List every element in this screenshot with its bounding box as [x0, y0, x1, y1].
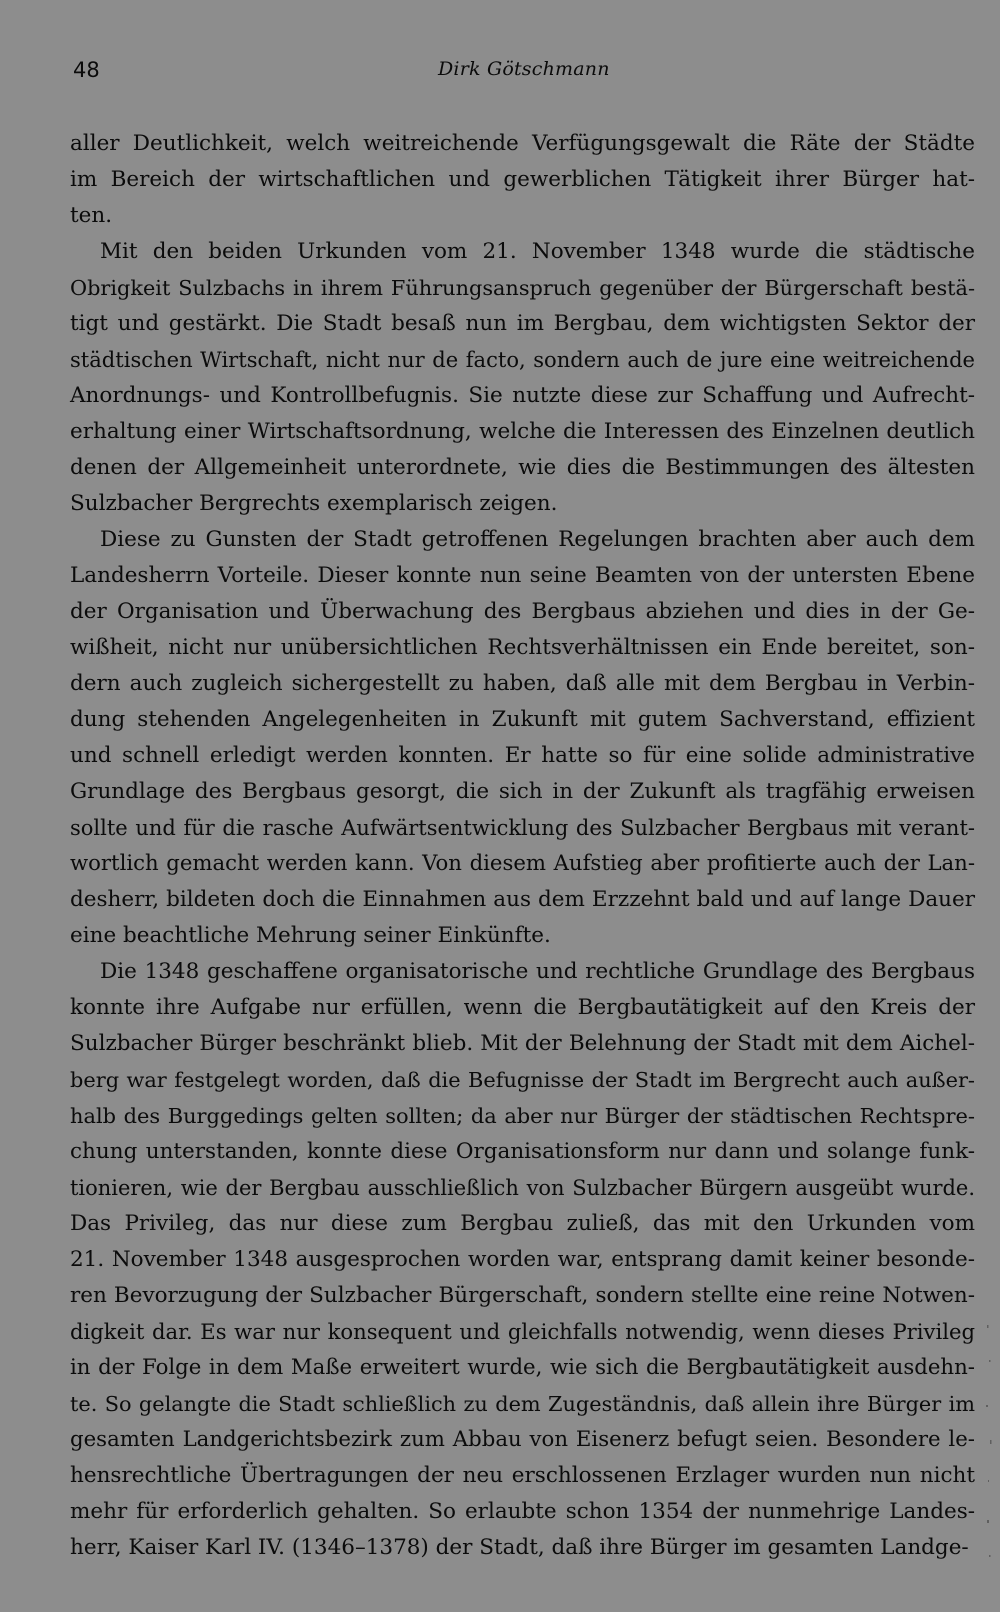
text-line: halb des Burggedings gelten sollten; da aber nur Bürger der städtischen Rechtspre-	[70, 1104, 975, 1128]
text-line: konnte ihre Aufgabe nur erfüllen, wenn die Bergbautätigkeit auf den Kreis der	[70, 995, 975, 1020]
text-line: der Organisation und Überwachung des Bergbaus abziehen und dies in der Ge-	[70, 599, 975, 624]
running-head: Dirk Götschmann	[438, 58, 610, 80]
text-line: te. So gelangte die Stadt schließlich zu dem Zugeständnis, daß allein ihre Bürger im	[70, 1392, 975, 1416]
page-header	[73, 58, 933, 88]
paragraph	[70, 126, 975, 234]
text-line: digkeit dar. Es war nur konsequent und gleichfalls notwendig, wenn dieses Privileg	[70, 1319, 975, 1344]
paragraph	[70, 954, 975, 1566]
text-line: erhaltung einer Wirtschaftsordnung, welche die Interessen des Einzelnen deutlich	[70, 419, 975, 444]
text-line: wißheit, nicht nur unübersichtlichen Rechtsverhältnissen ein Ende bereitet, son-	[70, 635, 975, 660]
text-line: chung unterstanden, konnte diese Organisationsform nur dann und solange funk-	[70, 1139, 975, 1164]
text-line: mehr für erforderlich gehalten. So erlaubte schon 1354 der nunmehrige Landes-	[70, 1499, 975, 1524]
scan-edge-artifact	[984, 1320, 994, 1570]
body-text	[70, 126, 975, 1566]
text-line: denen der Allgemeinheit unterordnete, wie dies die Bestimmungen des ältesten	[70, 455, 975, 480]
text-line: Grundlage des Bergbaus gesorgt, die sich in der Zukunft als tragfähig erweisen	[70, 779, 975, 804]
page-number: 48	[73, 58, 100, 82]
paragraph	[70, 522, 975, 954]
text-line: tionieren, wie der Bergbau ausschließlich von Sulzbacher Bürgern ausgeübt wurde.	[70, 1176, 975, 1200]
text-line: gesamten Landgerichtsbezirk zum Abbau von Eisenerz befugt seien. Besondere le-	[70, 1427, 975, 1452]
text-line: 21. November 1348 ausgesprochen worden war, entsprang damit keiner besonde-	[70, 1247, 975, 1272]
text-line: dern auch zugleich sichergestellt zu haben, daß alle mit dem Bergbau in Verbin-	[70, 671, 975, 696]
text-line: ren Bevorzugung der Sulzbacher Bürgerschaft, sondern stellte eine reine Notwen-	[70, 1283, 975, 1308]
text-line: herr, Kaiser Karl IV. (1346–1378) der Stadt, daß ihre Bürger im gesamten Landge-	[70, 1535, 969, 1560]
text-line: Die 1348 geschaffene organisatorische und rechtliche Grundlage des Bergbaus	[100, 959, 975, 984]
text-line: ten.	[70, 203, 113, 228]
text-line: in der Folge in dem Maße erweitert wurde, wie sich die Bergbautätigkeit ausdehn-	[70, 1355, 975, 1380]
text-line: hensrechtliche Übertragungen der neu erschlossenen Erzlager wurden nun nicht	[70, 1463, 975, 1488]
text-line: aller Deutlichkeit, welch weitreichende Verfügungsgewalt die Räte der Städte	[70, 131, 975, 156]
text-line: sollte und für die rasche Aufwärtsentwicklung des Sulzbacher Bergbaus mit verant-	[70, 816, 975, 840]
text-line: Sulzbacher Bergrechts exemplarisch zeigen.	[70, 491, 558, 516]
text-line: im Bereich der wirtschaftlichen und gewerblichen Tätigkeit ihrer Bürger hat-	[70, 167, 975, 192]
text-line: Sulzbacher Bürger beschränkt blieb. Mit der Belehnung der Stadt mit dem Aichel-	[70, 1031, 975, 1056]
text-line: wortlich gemacht werden kann. Von diesem Aufstieg aber profitierte auch der Lan-	[70, 851, 975, 876]
text-line: Das Privileg, das nur diese zum Bergbau zuließ, das mit den Urkunden vom	[70, 1211, 975, 1236]
text-line: Mit den beiden Urkunden vom 21. November 1348 wurde die städtische	[100, 239, 975, 264]
text-line: städtischen Wirtschaft, nicht nur de facto, sondern auch de jure eine weitreichende	[70, 347, 975, 372]
text-line: Obrigkeit Sulzbachs in ihrem Führungsanspruch gegenüber der Bürgerschaft bestä-	[70, 276, 975, 300]
text-line: dung stehenden Angelegenheiten in Zukunft mit gutem Sachverstand, effizient	[70, 707, 975, 732]
text-line: berg war festgelegt worden, daß die Befugnisse der Stadt im Bergrecht auch außer-	[70, 1068, 975, 1092]
text-line: und schnell erledigt werden konnten. Er hatte so für eine solide administrative	[70, 743, 975, 768]
text-line: eine beachtliche Mehrung seiner Einkünfte.	[70, 923, 551, 948]
text-line: desherr, bildeten doch die Einnahmen aus dem Erzzehnt bald und auf lange Dauer	[70, 887, 975, 912]
text-line: Landesherrn Vorteile. Dieser konnte nun seine Beamten von der untersten Ebene	[70, 563, 975, 588]
paragraph	[70, 234, 975, 522]
text-line: Diese zu Gunsten der Stadt getroffenen Regelungen brachten aber auch dem	[100, 527, 975, 552]
text-line: Anordnungs- und Kontrollbefugnis. Sie nutzte diese zur Schaffung und Aufrecht-	[70, 383, 975, 408]
text-line: tigt und gestärkt. Die Stadt besaß nun im Bergbau, dem wichtigsten Sektor der	[70, 311, 975, 336]
